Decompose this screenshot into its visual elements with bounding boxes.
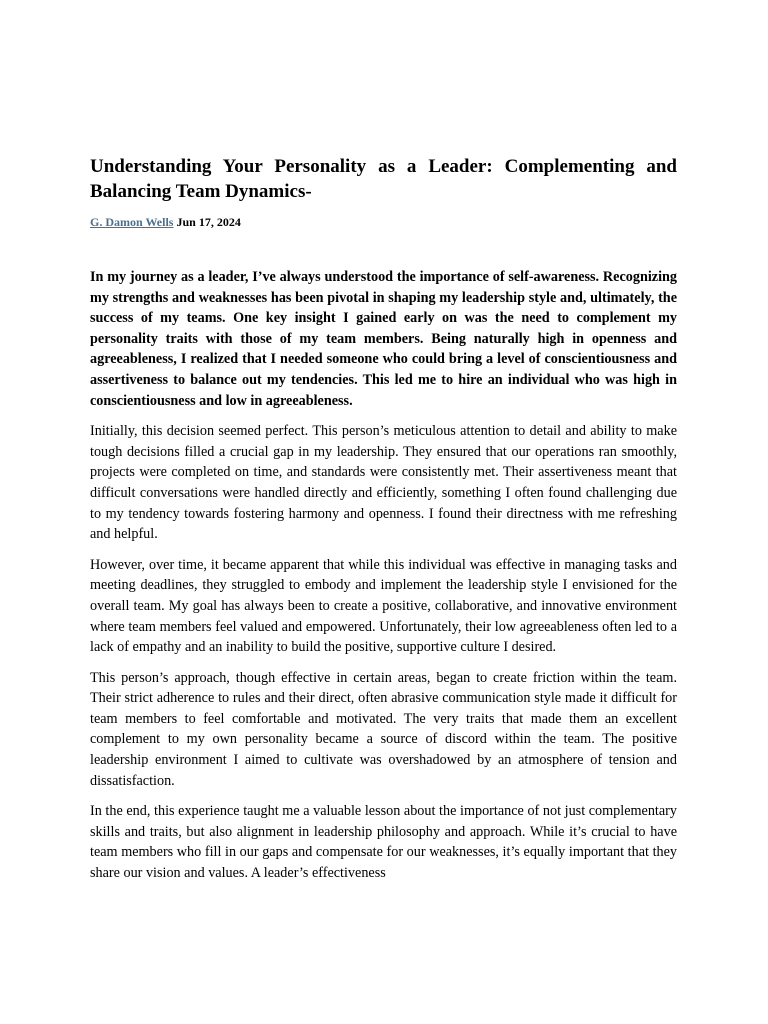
lead-paragraph: In my journey as a leader, I’ve always understood the importance of self-awareness. Recognizing my strengths and weaknesses has been pivotal in shaping my leadership style and, ultimately, the success of my teams. One key insight I gained early on was the need to complement my personality traits with those of my team members. Being naturally high in openness and agreeableness, I realized that I needed someone who could bring a level of conscientiousness and assertiveness to balance out my tendencies. This led me to hire an individual who was high in conscientiousness and low in agreeableness. [90, 269, 677, 409]
body-paragraph: However, over time, it became apparent that while this individual was effective in managing tasks and meeting deadlines, they struggled to embody and implement the leadership style I envisioned for the overall team. My goal has always been to create a positive, collaborative, and innovative environment where team members feel valued and empowered. Unfortunately, their low agreeableness often led to a lack of empathy and an inability to build the positive, supportive culture I desired. [90, 556, 677, 656]
publish-date: Jun 17, 2024 [176, 215, 241, 229]
article-body [90, 267, 677, 884]
body-paragraph: In the end, this experience taught me a valuable lesson about the importance of not just complementary skills and traits, but also alignment in leadership philosophy and approach. While it’s crucial to have team members who fill in our gaps and compensate for our weaknesses, it’s equally important that they share our vision and values. A leader’s effectiveness [90, 803, 677, 882]
body-paragraph: This person’s approach, though effective in certain areas, began to create friction within the team. Their strict adherence to rules and their direct, often abrasive communication style made it difficult for team members to feel comfortable and motivated. The very traits that made them an excellent complement to my own personality became a source of discord within the team. The positive leadership environment I aimed to cultivate was overshadowed by an atmosphere of tension and dissatisfaction. [90, 669, 677, 789]
body-paragraph: Initially, this decision seemed perfect. This person’s meticulous attention to detail and ability to make tough decisions filled a crucial gap in my leadership. They ensured that our operations ran smoothly, projects were completed on time, and standards were consistently met. Their assertiveness meant that difficult conversations were handled directly and efficiently, something I often found challenging due to my tendency towards fostering harmony and openness. I found their directness with me refreshing and helpful. [90, 423, 677, 543]
article-byline [90, 214, 677, 230]
article-title: Understanding Your Personality as a Leader: Complementing and Balancing Team Dynamics- [90, 156, 677, 202]
document-page [90, 154, 677, 894]
author-link[interactable]: G. Damon Wells [90, 215, 174, 229]
